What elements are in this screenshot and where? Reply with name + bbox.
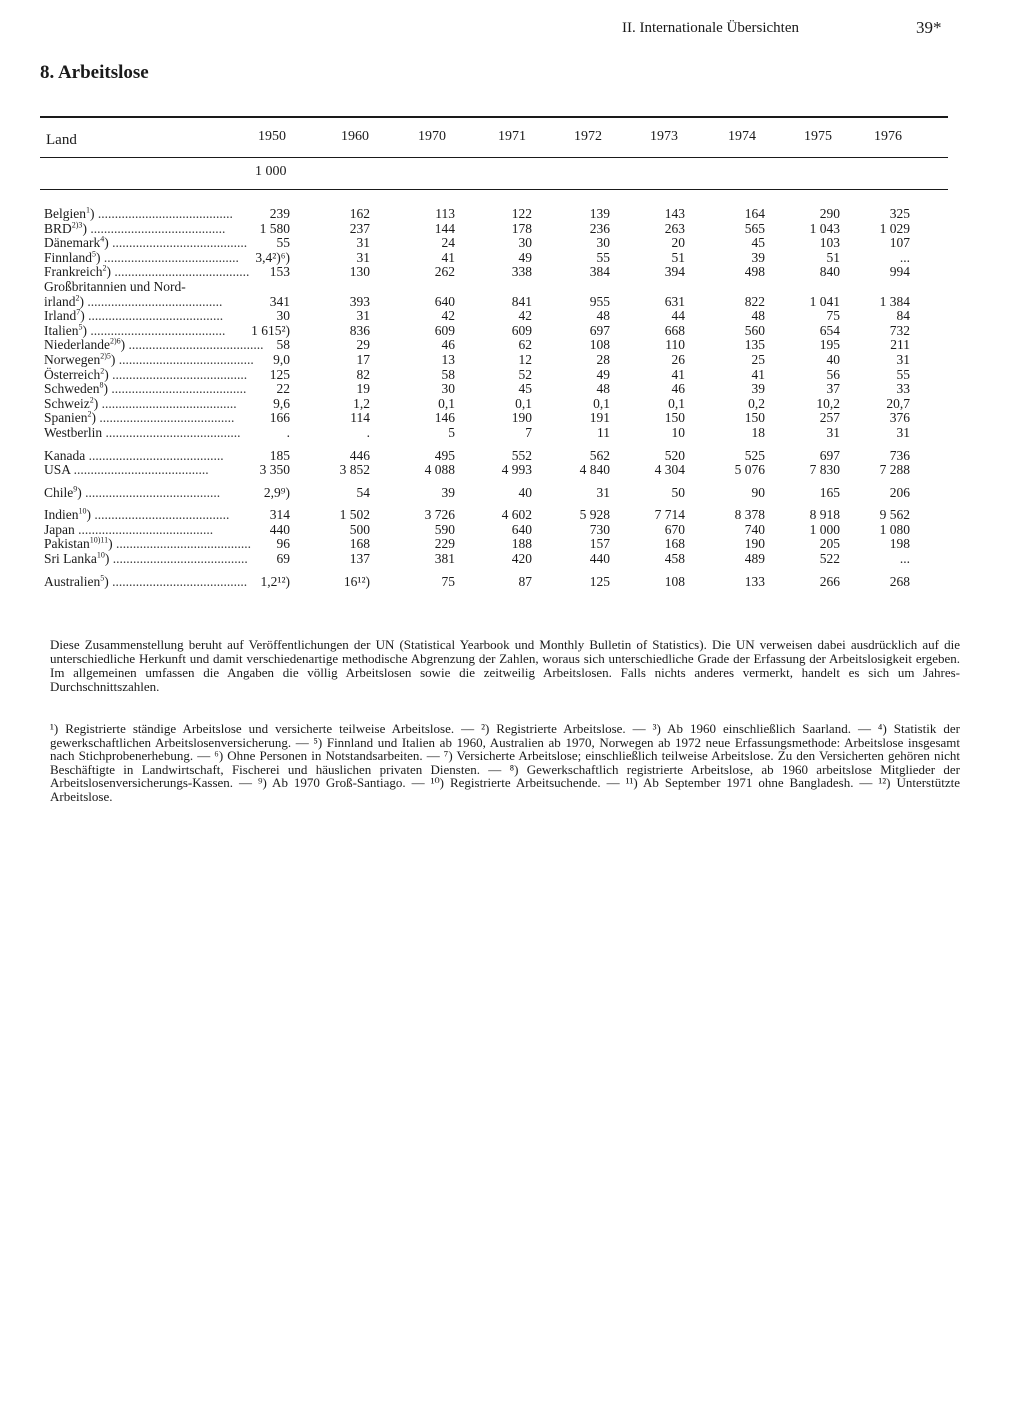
value-cell: 48 (751, 308, 765, 324)
value-cell: 29 (356, 337, 370, 353)
value-cell: 157 (589, 536, 610, 552)
value-cell: 3 350 (259, 462, 290, 478)
year-header-1974: 1974 (728, 129, 756, 144)
country-name: Indien$^{10}$) ........................................ (44, 506, 230, 523)
footnote-ref: 2 (102, 263, 107, 273)
page-number: 39* (916, 18, 942, 37)
value-cell: 26 (671, 351, 685, 367)
footnote-ref: 10 (78, 506, 87, 516)
country-name: Schweiz$^2$) ........................................ (44, 395, 237, 411)
table-row (40, 382, 948, 397)
value-cell: 51 (826, 249, 840, 265)
country-name: Chile$^9$) ........................................ (44, 484, 221, 500)
country-name: Westberlin ........................................ (44, 424, 241, 440)
value-cell: 211 (890, 337, 910, 353)
value-cell: 206 (889, 484, 910, 500)
country-name: irland$^2$) ........................................ (44, 293, 223, 309)
value-cell: 190 (511, 410, 532, 426)
column-header-land: Land (46, 132, 77, 148)
value-cell: 42 (441, 308, 455, 324)
table-row (40, 537, 948, 552)
value-cell: 609 (434, 322, 455, 338)
value-cell: 740 (744, 521, 765, 537)
value-cell: 75 (441, 573, 455, 589)
country-name: Japan ........................................ (44, 521, 214, 537)
value-cell: 1 580 (259, 220, 290, 236)
value-cell: 20 (671, 235, 685, 251)
value-cell: 110 (665, 337, 685, 353)
value-cell: 5 076 (734, 462, 765, 478)
value-cell: 552 (511, 447, 532, 463)
value-cell: 341 (269, 293, 290, 309)
table-row (40, 338, 948, 353)
value-cell: 18 (751, 424, 765, 440)
year-header-1976: 1976 (874, 129, 902, 144)
value-cell: 670 (664, 521, 685, 537)
value-cell: 822 (744, 293, 765, 309)
table-rule-top (40, 116, 948, 118)
value-cell: 237 (349, 220, 370, 236)
value-cell: 266 (819, 573, 840, 589)
table-row (40, 207, 948, 222)
value-cell: 41 (751, 366, 765, 382)
value-cell: 229 (434, 536, 455, 552)
value-cell: 640 (434, 293, 455, 309)
value-cell: 190 (744, 536, 765, 552)
value-cell: 836 (349, 322, 370, 338)
value-cell: 122 (511, 206, 532, 221)
value-cell: 45 (518, 381, 532, 397)
country-name: Australien$^5$) ........................................ (44, 573, 248, 589)
value-cell: 195 (819, 337, 840, 353)
year-header-1970: 1970 (418, 129, 446, 144)
value-cell: ... (899, 249, 910, 265)
value-cell: 4 993 (501, 462, 532, 478)
value-cell: 458 (664, 551, 685, 567)
value-cell: 33 (896, 381, 910, 397)
value-cell: 590 (434, 521, 455, 537)
year-header-1971: 1971 (498, 129, 526, 144)
value-cell: 560 (744, 322, 765, 338)
value-cell: 24 (441, 235, 455, 251)
value-cell: 9,6 (273, 395, 290, 411)
value-cell: 96 (276, 536, 290, 552)
value-cell: 162 (349, 206, 370, 221)
table-row (40, 426, 948, 441)
value-cell: 4 840 (579, 462, 610, 478)
footnote-ref: 2)5 (100, 351, 111, 361)
value-cell: 381 (434, 551, 455, 567)
value-cell: 49 (518, 249, 532, 265)
country-name: Irland$^7$) ........................................ (44, 307, 224, 324)
value-cell: 1 615²) (251, 322, 290, 338)
value-cell: 125 (269, 366, 290, 382)
footnote-ref: 2)6 (109, 336, 121, 346)
value-cell: 55 (896, 366, 910, 382)
value-cell: 130 (349, 264, 370, 280)
value-cell: 290 (819, 206, 840, 221)
value-cell: 3 726 (424, 507, 455, 523)
value-cell: 384 (589, 264, 610, 280)
footnote-ref: 2 (100, 366, 105, 376)
value-cell: 108 (589, 337, 610, 353)
value-cell: 5 928 (579, 507, 610, 523)
value-cell: 420 (511, 551, 532, 567)
value-cell: 3,4²)⁶) (255, 249, 290, 265)
value-cell: 31 (826, 424, 840, 440)
value-cell: 113 (435, 206, 455, 221)
country-name: Schweden$^8$) ........................................ (44, 380, 247, 397)
table-row (40, 575, 948, 590)
country-name: USA ........................................ (44, 462, 209, 478)
value-cell: 394 (664, 264, 685, 280)
country-name: Großbritannien und Nord- (44, 278, 186, 294)
value-cell: 49 (596, 366, 610, 382)
value-cell: 30 (276, 308, 290, 324)
year-header-1973: 1973 (650, 129, 678, 144)
footnote-ref: 2 (87, 409, 92, 419)
value-cell: 4 088 (424, 462, 455, 478)
country-name: Finnland$^5$) ........................................ (44, 249, 239, 265)
value-cell: 697 (819, 447, 840, 463)
value-cell: 565 (744, 220, 765, 236)
value-cell: 668 (664, 322, 685, 338)
value-cell: 87 (518, 573, 532, 589)
table-row (40, 463, 948, 478)
footnote-ref: 2)3 (71, 220, 83, 230)
value-cell: 4 602 (501, 507, 532, 523)
value-cell: 55 (276, 235, 290, 251)
value-cell: 239 (269, 206, 290, 221)
value-cell: 45 (751, 235, 765, 251)
value-cell: 46 (671, 381, 685, 397)
country-name: Norwegen$^{2)5}$) ........................................ (44, 351, 254, 367)
footnote-ref: 1 (86, 205, 90, 215)
country-name: Italien$^5$) ........................................ (44, 322, 226, 338)
table-row (40, 309, 948, 324)
value-cell: 31 (356, 249, 370, 265)
value-cell: 165 (819, 484, 840, 500)
value-cell: 263 (664, 220, 685, 236)
value-cell: 31 (596, 484, 610, 500)
footnote-ref: 4 (100, 234, 105, 244)
value-cell: 139 (589, 206, 610, 221)
value-cell: 7 (525, 424, 532, 440)
value-cell: 191 (589, 410, 610, 426)
value-cell: 39 (441, 484, 455, 500)
value-cell: 40 (518, 484, 532, 500)
value-cell: 62 (518, 337, 532, 353)
value-cell: 1 000 (809, 521, 840, 537)
country-name: Sri Lanka$^{10}$) ........................................ (44, 550, 248, 567)
value-cell: 446 (349, 447, 370, 463)
value-cell: 393 (349, 293, 370, 309)
value-cell: 22 (276, 381, 290, 397)
table-row (40, 411, 948, 426)
table-row (40, 222, 948, 237)
value-cell: 522 (819, 551, 840, 567)
value-cell: 654 (819, 322, 840, 338)
value-cell: 84 (896, 308, 910, 324)
value-cell: 500 (349, 521, 370, 537)
value-cell: 13 (441, 351, 455, 367)
value-cell: 185 (269, 447, 290, 463)
table-row (40, 486, 948, 501)
footnote-ref: 5 (100, 573, 105, 583)
footnotes: ¹) Registrierte ständige Arbeitslose und versicherte teilweise Arbeitslose. — ²) Registrierte Arbeitslose. — ³) Ab 1960 einschließlich Saarland. — ⁴) Statistik der gewerkschaftlichen Arbeitslosenversicherung. — ⁵) Finnland und Italien ab 1960, Australien ab 1970, Norwegen ab 1972 neue Erfassungsmethode: Arbeitslose insgesamt nach Stichprobenerhebung. — ⁶) Ohne Personen in Notstandsarbeiten. — ⁷) Versicherte Arbeitslose; einschließlich teilweise Arbeitslose. Zu den Versicherten gehören nicht Beschäftigte in Landwirtschaft, Fischerei und häuslichen privaten Diensten. — ⁸) Gewerkschaftlich registrierte Arbeitslose, ab 1960 arbeitslose Mitglieder der Arbeitslosenversicherungs-Kassen. — ⁹) Ab 1970 Groß-Santiago. — ¹⁰) Registrierte Arbeitsuchende. — ¹¹) Ab September 1971 ohne Bangladesh. — ¹²) Unterstützte Arbeitslose. (50, 721, 960, 804)
value-cell: 150 (744, 410, 765, 426)
value-cell: 168 (349, 536, 370, 552)
value-cell: 840 (819, 264, 840, 280)
value-cell: 37 (826, 381, 840, 397)
value-cell: 8 918 (809, 507, 840, 523)
value-cell: 107 (889, 235, 910, 251)
country-name: Belgien$^1$) ........................................ (44, 205, 233, 221)
value-cell: 0,1 (515, 395, 532, 411)
country-name: Frankreich$^2$) ........................................ (44, 263, 250, 280)
unit-label: 1 000 (255, 164, 287, 179)
value-cell: 236 (589, 220, 610, 236)
footnote-ref: 8 (99, 380, 104, 390)
value-cell: . (366, 424, 370, 440)
value-cell: 325 (889, 206, 910, 221)
value-cell: 495 (434, 447, 455, 463)
value-cell: 178 (511, 220, 532, 236)
value-cell: 697 (589, 322, 610, 338)
value-cell: 46 (441, 337, 455, 353)
value-cell: 55 (596, 249, 610, 265)
value-cell: 257 (819, 410, 840, 426)
country-name: Pakistan$^{10)11}$) ........................................ (44, 535, 251, 552)
footnote-ref: 10)11 (89, 535, 109, 545)
footnote-ref: 10 (96, 550, 105, 560)
year-header-1950: 1950 (258, 129, 286, 144)
value-cell: 9 562 (879, 507, 910, 523)
value-cell: 39 (751, 381, 765, 397)
value-cell: 42 (518, 308, 532, 324)
value-cell: 732 (889, 322, 910, 338)
running-head: II. Internationale Übersichten (622, 20, 800, 36)
value-cell: 146 (434, 410, 455, 426)
value-cell: 20,7 (886, 395, 910, 411)
value-cell: 75 (826, 308, 840, 324)
value-cell: 609 (511, 322, 532, 338)
table-row (40, 265, 948, 280)
value-cell: 498 (744, 264, 765, 280)
value-cell: 103 (819, 235, 840, 251)
value-cell: 1,2 (353, 395, 370, 411)
value-cell: 41 (671, 366, 685, 382)
value-cell: 39 (751, 249, 765, 265)
footnote-ref: 7 (76, 307, 81, 317)
value-cell: 168 (664, 536, 685, 552)
value-cell: 314 (269, 507, 290, 523)
value-cell: 262 (434, 264, 455, 280)
value-cell: 198 (889, 536, 910, 552)
value-cell: 0,1 (438, 395, 455, 411)
country-name: Niederlande$^{2)6}$) ........................................ (44, 336, 264, 353)
value-cell: 31 (356, 308, 370, 324)
value-cell: 114 (350, 410, 370, 426)
footnote-ref: 5 (92, 249, 97, 259)
value-cell: 1 080 (879, 521, 910, 537)
value-cell: 58 (441, 366, 455, 382)
value-cell: 44 (671, 308, 685, 324)
value-cell: 520 (664, 447, 685, 463)
value-cell: 0,2 (748, 395, 765, 411)
value-cell: 640 (511, 521, 532, 537)
country-name: Dänemark$^4$) ........................................ (44, 234, 248, 251)
value-cell: 0,1 (593, 395, 610, 411)
value-cell: 48 (596, 381, 610, 397)
value-cell: 631 (664, 293, 685, 309)
value-cell: 10,2 (816, 395, 840, 411)
value-cell: 108 (664, 573, 685, 589)
value-cell: 489 (744, 551, 765, 567)
footnote-ref: 2 (75, 293, 80, 303)
value-cell: 12 (518, 351, 532, 367)
table-row (40, 236, 948, 251)
value-cell: 7 288 (879, 462, 910, 478)
value-cell: 82 (356, 366, 370, 382)
value-cell: 7 714 (654, 507, 685, 523)
value-cell: 5 (448, 424, 455, 440)
data-table (40, 207, 948, 589)
footnote-ref: 9 (73, 484, 78, 494)
value-cell: . (286, 424, 290, 440)
table-row (40, 552, 948, 567)
value-cell: 1 384 (879, 293, 910, 309)
value-cell: 1 043 (809, 220, 840, 236)
value-cell: 440 (269, 521, 290, 537)
value-cell: 0,1 (668, 395, 685, 411)
country-name: Kanada ........................................ (44, 447, 224, 463)
value-cell: 153 (269, 264, 290, 280)
table-row (40, 280, 948, 295)
value-cell: 133 (744, 573, 765, 589)
value-cell: 144 (434, 220, 455, 236)
value-cell: 440 (589, 551, 610, 567)
value-cell: 17 (356, 351, 370, 367)
value-cell: 31 (356, 235, 370, 251)
value-cell: 188 (511, 536, 532, 552)
year-header-1975: 1975 (804, 129, 832, 144)
value-cell: 31 (896, 351, 910, 367)
value-cell: 10 (671, 424, 685, 440)
value-cell: 25 (751, 351, 765, 367)
table-row (40, 353, 948, 368)
value-cell: 19 (356, 381, 370, 397)
value-cell: 1 041 (809, 293, 840, 309)
value-cell: 7 830 (809, 462, 840, 478)
country-name: Spanien$^2$) ........................................ (44, 409, 235, 426)
value-cell: 31 (896, 424, 910, 440)
table-rule-bottom (40, 189, 948, 190)
footnote-ref: 2 (89, 395, 94, 405)
table-row (40, 508, 948, 523)
value-cell: 41 (441, 249, 455, 265)
value-cell: 54 (356, 484, 370, 500)
footnote-ref: 5 (78, 322, 83, 332)
value-cell: 164 (744, 206, 765, 221)
value-cell: 135 (744, 337, 765, 353)
value-cell: 205 (819, 536, 840, 552)
value-cell: 28 (596, 351, 610, 367)
value-cell: 48 (596, 308, 610, 324)
value-cell: 955 (589, 293, 610, 309)
value-cell: ... (899, 551, 910, 567)
table-row (40, 449, 948, 464)
value-cell: 11 (597, 424, 610, 440)
value-cell: 52 (518, 366, 532, 382)
source-note: Diese Zusammenstellung beruht auf Veröffentlichungen der UN (Statistical Yearbook und Monthly Bulletin of Statistics). Die UN verweisen dabei ausdrücklich auf die unterschiedliche Herkunft und damit verschiedenartige methodische Abgrenzung der Zahlen, woraus sich unterschiedliche Grade der Erfassung der Arbeitslosigkeit ergeben. Im allgemeinen umfassen die Angaben die völlig Arbeitslosen sowie die zeitweilig Arbeitslosen. Falls nichts anderes vermerkt, handelt es sich um Jahres-Durchschnittszahlen. (50, 637, 960, 694)
value-cell: 8 378 (734, 507, 765, 523)
value-cell: 2,9⁹) (263, 484, 290, 500)
value-cell: 1,2¹²) (260, 573, 290, 589)
value-cell: 30 (596, 235, 610, 251)
value-cell: 143 (664, 206, 685, 221)
value-cell: 40 (826, 351, 840, 367)
value-cell: 562 (589, 447, 610, 463)
year-header-1972: 1972 (574, 129, 602, 144)
value-cell: 50 (671, 484, 685, 500)
value-cell: 166 (269, 410, 290, 426)
value-cell: 90 (751, 484, 765, 500)
value-cell: 841 (511, 293, 532, 309)
value-cell: 30 (441, 381, 455, 397)
value-cell: 1 029 (879, 220, 910, 236)
value-cell: 56 (826, 366, 840, 382)
value-cell: 137 (349, 551, 370, 567)
value-cell: 994 (889, 264, 910, 280)
value-cell: 376 (889, 410, 910, 426)
value-cell: 338 (511, 264, 532, 280)
value-cell: 268 (889, 573, 910, 589)
section-title: 8. Arbeitslose (40, 62, 149, 83)
value-cell: 9,0 (273, 351, 290, 367)
value-cell: 736 (889, 447, 910, 463)
table-row (40, 368, 948, 383)
value-cell: 150 (664, 410, 685, 426)
value-cell: 3 852 (339, 462, 370, 478)
table-rule-mid (40, 157, 948, 158)
value-cell: 1 502 (339, 507, 370, 523)
value-cell: 125 (589, 573, 610, 589)
value-cell: 51 (671, 249, 685, 265)
value-cell: 730 (589, 521, 610, 537)
value-cell: 58 (276, 337, 290, 353)
value-cell: 16¹²) (343, 573, 370, 589)
value-cell: 525 (744, 447, 765, 463)
value-cell: 69 (276, 551, 290, 567)
table-row (40, 295, 948, 310)
value-cell: 4 304 (654, 462, 685, 478)
country-name: Österreich$^2$) ........................................ (44, 366, 248, 382)
value-cell: 30 (518, 235, 532, 251)
year-header-1960: 1960 (341, 129, 369, 144)
country-name: $BRD^{2)3}$) ........................................ (44, 220, 226, 236)
